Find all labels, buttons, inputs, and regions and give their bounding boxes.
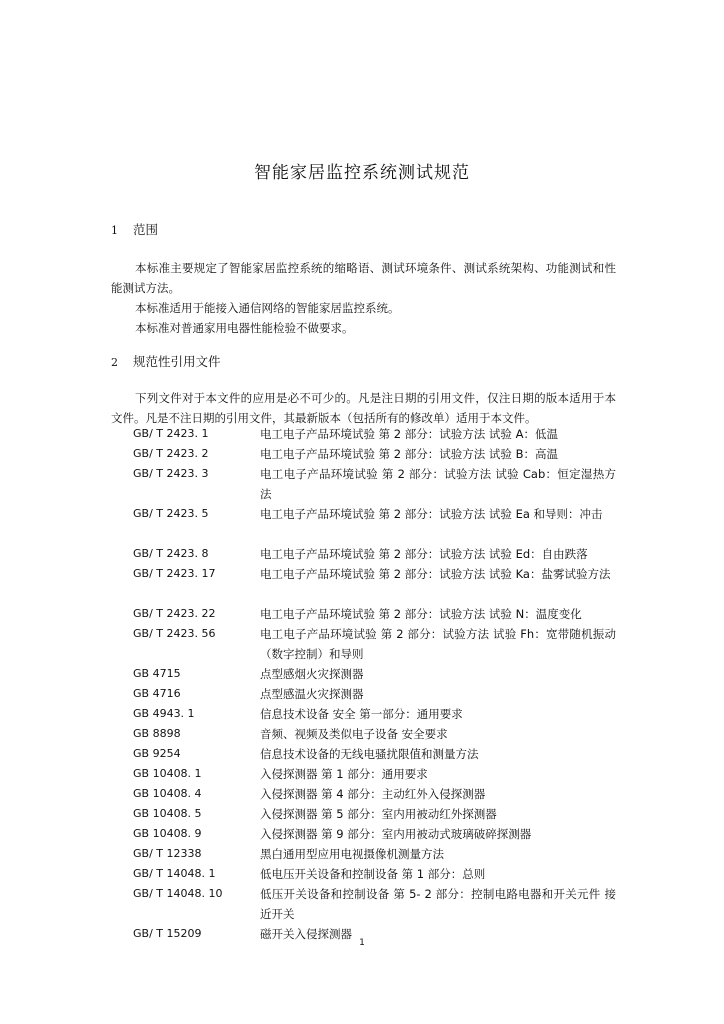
reference-title: 电工电子产品环境试验 第 2 部分：试验方法 试验 Cab：恒定湿热方法: [260, 467, 616, 501]
reference-code: GB/ T 2423. 17: [133, 567, 216, 580]
reference-code: GB/ T 2423. 1: [133, 427, 209, 440]
section-2-title: 规范性引用文件: [132, 354, 221, 369]
reference-item: [0, 824, 724, 844]
reference-code: GB 4716: [133, 687, 181, 700]
reference-item: [0, 544, 724, 564]
reference-title: 入侵探测器 第 5 部分：室内用被动红外探测器: [260, 807, 497, 821]
reference-item: [0, 864, 724, 884]
reference-list: [0, 424, 724, 944]
reference-code: GB/ T 15209: [133, 927, 202, 940]
reference-code: GB 9254: [133, 747, 181, 760]
reference-code: GB 10408. 9: [133, 827, 202, 840]
reference-title: 入侵探测器 第 4 部分：主动红外入侵探测器: [260, 787, 486, 801]
reference-title: 低电压开关设备和控制设备 第 1 部分：总则: [260, 867, 486, 881]
reference-item: [0, 764, 724, 784]
section-1-heading: [111, 220, 158, 238]
reference-code: GB/ T 2423. 3: [133, 467, 209, 480]
reference-title: 音频、视频及类似电子设备 安全要求: [260, 727, 448, 741]
reference-title: 电工电子产品环境试验 第 2 部分：试验方法 试验 N：温度变化: [260, 607, 582, 621]
page-number: 1: [359, 938, 365, 948]
reference-title: 电工电子产品环境试验 第 2 部分：试验方法 试验 Ka：盐雾试验方法: [260, 567, 611, 581]
reference-code: GB 10408. 4: [133, 787, 202, 800]
section-2-heading: [111, 352, 221, 370]
reference-item: [0, 684, 724, 704]
reference-code: GB 4943. 1: [133, 707, 195, 720]
reference-item: [0, 624, 724, 664]
reference-title: 黑白通用型应用电视摄像机测量方法: [260, 847, 444, 861]
reference-item: [0, 744, 724, 764]
reference-code: GB/ T 2423. 56: [133, 627, 216, 640]
reference-code: GB 10408. 5: [133, 807, 202, 820]
section-1-paragraph-1: 本标准主要规定了智能家居监控系统的缩略语、测试环境条件、测试系统架构、功能测试和性能测试方法。: [111, 261, 616, 295]
reference-item: [0, 564, 724, 604]
reference-item: [0, 464, 724, 504]
reference-title: 点型感温火灾探测器: [260, 687, 364, 701]
reference-title: 电工电子产品环境试验 第 2 部分：试验方法 试验 Ea 和导则：冲击: [260, 507, 603, 521]
reference-title: 电工电子产品环境试验 第 2 部分：试验方法 试验 Fh：宽带随机振动（数字控制）和导则: [260, 627, 616, 661]
reference-code: GB/ T 12338: [133, 847, 202, 860]
reference-title: 电工电子产品环境试验 第 2 部分：试验方法 试验 Ed：自由跌落: [260, 547, 588, 561]
reference-title: 点型感烟火灾探测器: [260, 667, 364, 681]
reference-title: 低压开关设备和控制设备 第 5- 2 部分：控制电路电器和开关元件 接近开关: [260, 887, 616, 921]
reference-item: [0, 604, 724, 624]
reference-item: [0, 444, 724, 464]
reference-item: [0, 424, 724, 444]
section-1-title: 范围: [132, 222, 158, 237]
reference-item: [0, 784, 724, 804]
reference-code: GB 4715: [133, 667, 181, 680]
reference-title: 信息技术设备的无线电骚扰限值和测量方法: [260, 747, 479, 761]
reference-item: [0, 704, 724, 724]
reference-item: [0, 724, 724, 744]
reference-title: 入侵探测器 第 9 部分：室内用被动式玻璃破碎探测器: [260, 827, 532, 841]
reference-item: [0, 664, 724, 684]
reference-item: [0, 844, 724, 864]
section-1-paragraph-3: 本标准对普通家用电器性能检验不做要求。: [135, 321, 354, 335]
reference-title: 入侵探测器 第 1 部分：通用要求: [260, 767, 428, 781]
section-1-number: 1: [111, 224, 118, 237]
reference-title: 电工电子产品环境试验 第 2 部分：试验方法 试验 A：低温: [260, 427, 558, 441]
reference-code: GB/ T 14048. 1: [133, 867, 216, 880]
reference-code: GB/ T 14048. 10: [133, 887, 223, 900]
document-title: 智能家居监控系统测试规范: [254, 163, 470, 183]
reference-code: GB/ T 2423. 8: [133, 547, 209, 560]
reference-item: [0, 504, 724, 544]
reference-title: 信息技术设备 安全 第一部分：通用要求: [260, 707, 463, 721]
reference-item: [0, 804, 724, 824]
reference-title: 磁开关入侵探测器: [260, 927, 352, 941]
reference-item: [0, 884, 724, 924]
reference-code: GB/ T 2423. 2: [133, 447, 209, 460]
reference-code: GB 10408. 1: [133, 767, 202, 780]
section-1-paragraph-2: 本标准适用于能接入通信网络的智能家居监控系统。: [135, 301, 400, 315]
reference-code: GB 8898: [133, 727, 181, 740]
section-2-intro: 下列文件对于本文件的应用是必不可少的。凡是注日期的引用文件，仅注日期的版本适用于本文件。凡是不注日期的引用文件，其最新版本（包括所有的修改单）适用于本文件。: [111, 391, 616, 425]
reference-code: GB/ T 2423. 22: [133, 607, 216, 620]
reference-code: GB/ T 2423. 5: [133, 507, 209, 520]
reference-title: 电工电子产品环境试验 第 2 部分：试验方法 试验 B：高温: [260, 447, 558, 461]
section-2-number: 2: [111, 356, 118, 369]
